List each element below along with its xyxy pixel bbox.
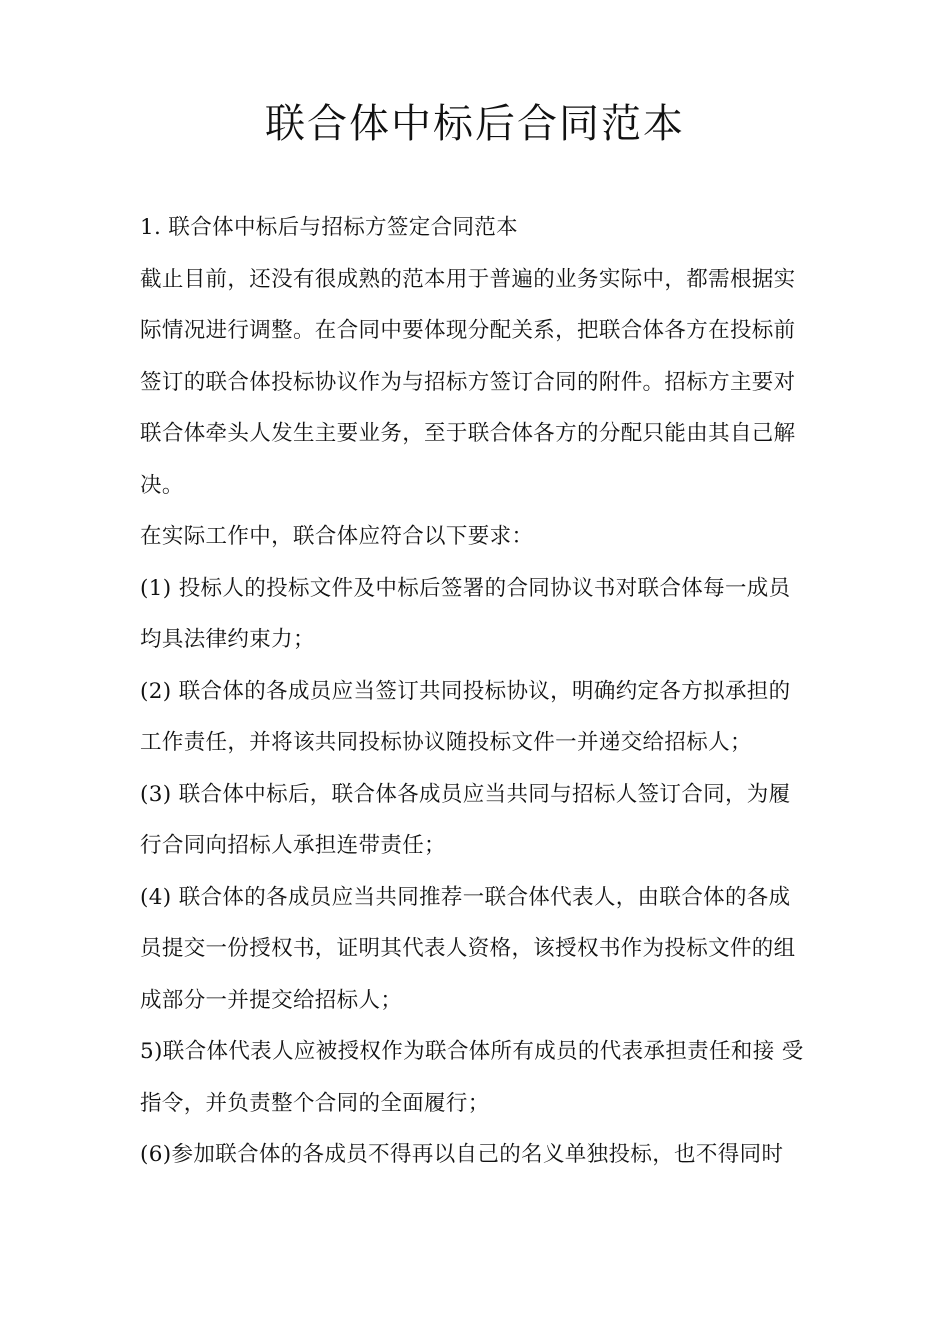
document-title: 联合体中标后合同范本 <box>265 101 685 147</box>
list-item-line: 行合同向招标人承担连带责任； <box>140 833 446 858</box>
list-item-line: (6)参加联合体的各成员不得再以自己的名义单独投标，也不得同时 <box>140 1142 784 1167</box>
document-body <box>140 206 830 1185</box>
list-item-line: 5)联合体代表人应被授权作为联合体所有成员的代表承担责任和接 受 <box>140 1039 804 1064</box>
list-item-line: 员提交一份授权书，证明其代表人资格，该授权书作为投标文件的组 <box>140 936 796 961</box>
body-line: 截止目前，还没有很成熟的范本用于普遍的业务实际中，都需根据实 <box>140 266 796 292</box>
list-item-line: (1) 投标人的投标文件及中标后签署的合同协议书对联合体每一成员 <box>140 575 791 601</box>
body-line: 决。 <box>140 472 184 498</box>
body-line: 签订的联合体投标协议作为与招标方签订合同的附件。招标方主要对 <box>140 369 796 395</box>
body-line: 在实际工作中，联合体应符合以下要求： <box>140 524 534 549</box>
body-line: 联合体牵头人发生主要业务，至于联合体各方的分配只能由其自己解 <box>140 421 796 446</box>
list-item-line: 工作责任，并将该共同投标协议随投标文件一并递交给招标人； <box>140 730 752 755</box>
list-item-line: 指令，并负责整个合同的全面履行； <box>140 1090 490 1116</box>
list-item-line: 成部分一并提交给招标人； <box>140 987 403 1013</box>
body-line: 际情况进行调整。在合同中要体现分配关系，把联合体各方在投标前 <box>140 318 796 343</box>
list-item-line: 均具法律约束力； <box>140 627 315 652</box>
list-item-line: (3) 联合体中标后，联合体各成员应当共同与招标人签订合同，为履 <box>140 781 791 807</box>
body-line-section-heading: 1. 联合体中标后与招标方签定合同范本 <box>140 215 518 240</box>
list-item-line: (2) 联合体的各成员应当签订共同投标协议，明确约定各方拟承担的 <box>140 678 791 704</box>
list-item-line: (4) 联合体的各成员应当共同推荐一联合体代表人，由联合体的各成 <box>140 884 791 910</box>
